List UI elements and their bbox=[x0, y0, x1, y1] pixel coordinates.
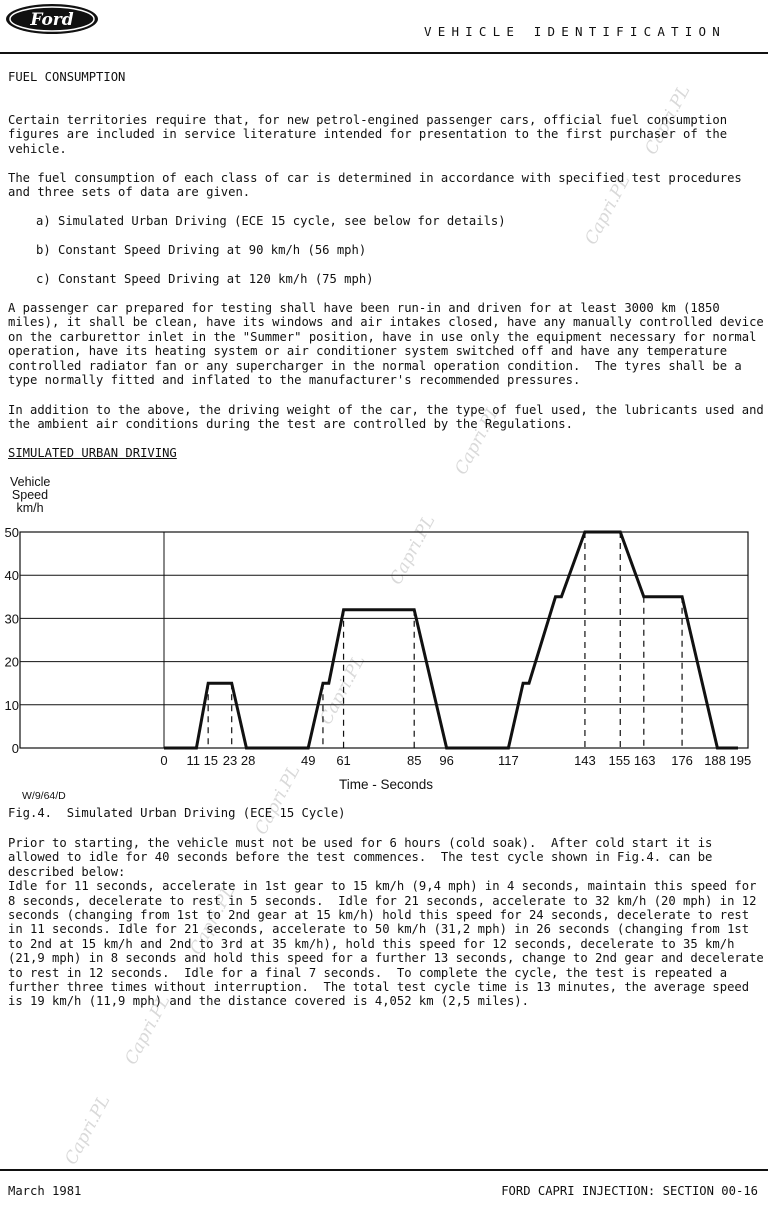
preparation-paragraph: A passenger car prepared for testing shall have been run-in and driven for at least 3000 km (1850 miles), it shall be clean, have its windows and air intakes closed, have any manually controlled device on the carburettor inlet in the "Summer" position, have in use only the equipment necessary for normal operation, have its heating system or air conditioner system switched off and have any temperature controlled radiator fan or any supercharger in the normal operation condition. The tyres shall be a type normally fitted and inflated to the manufacturer's recommended pressures. bbox=[8, 301, 764, 388]
footer-section: FORD CAPRI INJECTION: SECTION 00-16 bbox=[501, 1184, 758, 1198]
y-tick-label: 20 bbox=[4, 654, 19, 670]
x-tick-label: 117 bbox=[498, 753, 519, 768]
watermark: Capri.PL bbox=[316, 651, 370, 729]
x-tick-label: 11 15 bbox=[186, 753, 219, 768]
y-tick-label: 40 bbox=[4, 568, 19, 584]
x-tick-label: 143 bbox=[574, 753, 596, 768]
y-tick-label: 30 bbox=[4, 611, 19, 627]
ford-logo-text: Ford bbox=[30, 10, 74, 30]
subsection-title: SIMULATED URBAN DRIVING bbox=[8, 446, 177, 460]
y-tick-label: 50 bbox=[4, 525, 19, 540]
figure-reference: W/9/64/D bbox=[22, 790, 66, 802]
footer-date: March 1981 bbox=[8, 1184, 82, 1198]
x-tick-label: 155 163 bbox=[608, 753, 656, 768]
figure-caption: Fig.4. Simulated Urban Driving (ECE 15 Cycle) bbox=[8, 806, 346, 820]
watermark: Capri.PL bbox=[121, 991, 175, 1069]
watermark: Capri.PL bbox=[581, 171, 635, 249]
page-header-title: VEHICLE IDENTIFICATION bbox=[424, 24, 726, 39]
watermark: Capri.PL bbox=[451, 401, 505, 479]
x-tick-label: 85 bbox=[406, 753, 422, 768]
watermark: Capri.PL bbox=[61, 1091, 115, 1169]
watermark: Capri.PL bbox=[251, 761, 305, 839]
x-tick-label: 23 28 bbox=[222, 753, 256, 768]
ford-logo bbox=[4, 2, 100, 36]
chart-y-axis-label: Vehicle Speed km/h bbox=[10, 475, 51, 515]
watermark: Capri.PL bbox=[386, 511, 440, 589]
footer-rule bbox=[0, 1169, 768, 1171]
watermark: Capri.PL bbox=[186, 881, 240, 959]
watermark: Capri.PL bbox=[641, 81, 695, 159]
x-tick-label: 61 bbox=[336, 753, 351, 768]
x-tick-label: 0 bbox=[160, 753, 168, 768]
cycle-description-paragraph: Prior to starting, the vehicle must not be used for 6 hours (cold soak). After cold start it is allowed to idle for 40 seconds before the test commences. The test cycle shown in Fig.4. can be described below: Idle for 11 seconds, accelerate in 1st gear to 15 km/h (9,4 mph) in 4 seconds, maintain this speed for 8 seconds, decelerate to rest in 5 seconds. Idle for 21 seconds, accelerate to 32 km/h (20 mph) in 12 seconds (changing from 1st to 2nd gear at 15 km/h) hold this speed for 24 seconds, decelerate to rest in 11 seconds. Idle for 21 seconds, accelerate to 50 km/h (31,2 mph) in 26 seconds (changing from 1st to 2nd at 15 km/h and 2nd to 3rd at 35 km/h), hold this speed for 12 seconds, decelerate to 35 km/h (21,9 mph) in 8 seconds and hold this speed for a further 13 seconds, change to 2nd gear and decelerate to rest in 12 seconds. Idle for a final 7 seconds. To complete the cycle, the test is repeated a further three times without interruption. The total test cycle time is 13 minutes, the average speed is 19 km/h (11,9 mph) and the distance covered is 4,052 km (2,5 miles). bbox=[8, 836, 764, 1009]
x-tick-label: 96 bbox=[439, 753, 454, 768]
speed-time-chart bbox=[0, 510, 768, 790]
x-tick-label: 49 bbox=[301, 753, 316, 768]
test-item-b: b) Constant Speed Driving at 90 km/h (56 mph) bbox=[36, 243, 367, 257]
intro-paragraph: Certain territories require that, for new petrol-engined passenger cars, official fuel consumption figures are included in service literature intended for presentation to the first purchaser of the vehicle. bbox=[8, 113, 728, 156]
x-tick-label: 188 195 bbox=[704, 753, 752, 768]
chart-x-axis-title: Time - Seconds bbox=[338, 777, 434, 792]
regulations-paragraph: In addition to the above, the driving weight of the car, the type of fuel used, the lubricants used and the ambient air conditions during the test are controlled by the Regulations. bbox=[8, 403, 764, 432]
chart-frame bbox=[20, 532, 748, 748]
y-tick-label: 10 bbox=[4, 697, 19, 713]
classes-paragraph: The fuel consumption of each class of car is determined in accordance with specified test procedures and three sets of data are given. bbox=[8, 171, 742, 200]
section-title: FUEL CONSUMPTION bbox=[8, 70, 126, 84]
y-tick-label: 0 bbox=[11, 741, 19, 756]
x-tick-label: 176 bbox=[671, 753, 693, 768]
speed-series-line bbox=[164, 532, 738, 748]
header-rule bbox=[0, 52, 768, 54]
test-item-a: a) Simulated Urban Driving (ECE 15 cycle, see below for details) bbox=[36, 214, 506, 228]
test-item-c: c) Constant Speed Driving at 120 km/h (75 mph) bbox=[36, 272, 374, 286]
